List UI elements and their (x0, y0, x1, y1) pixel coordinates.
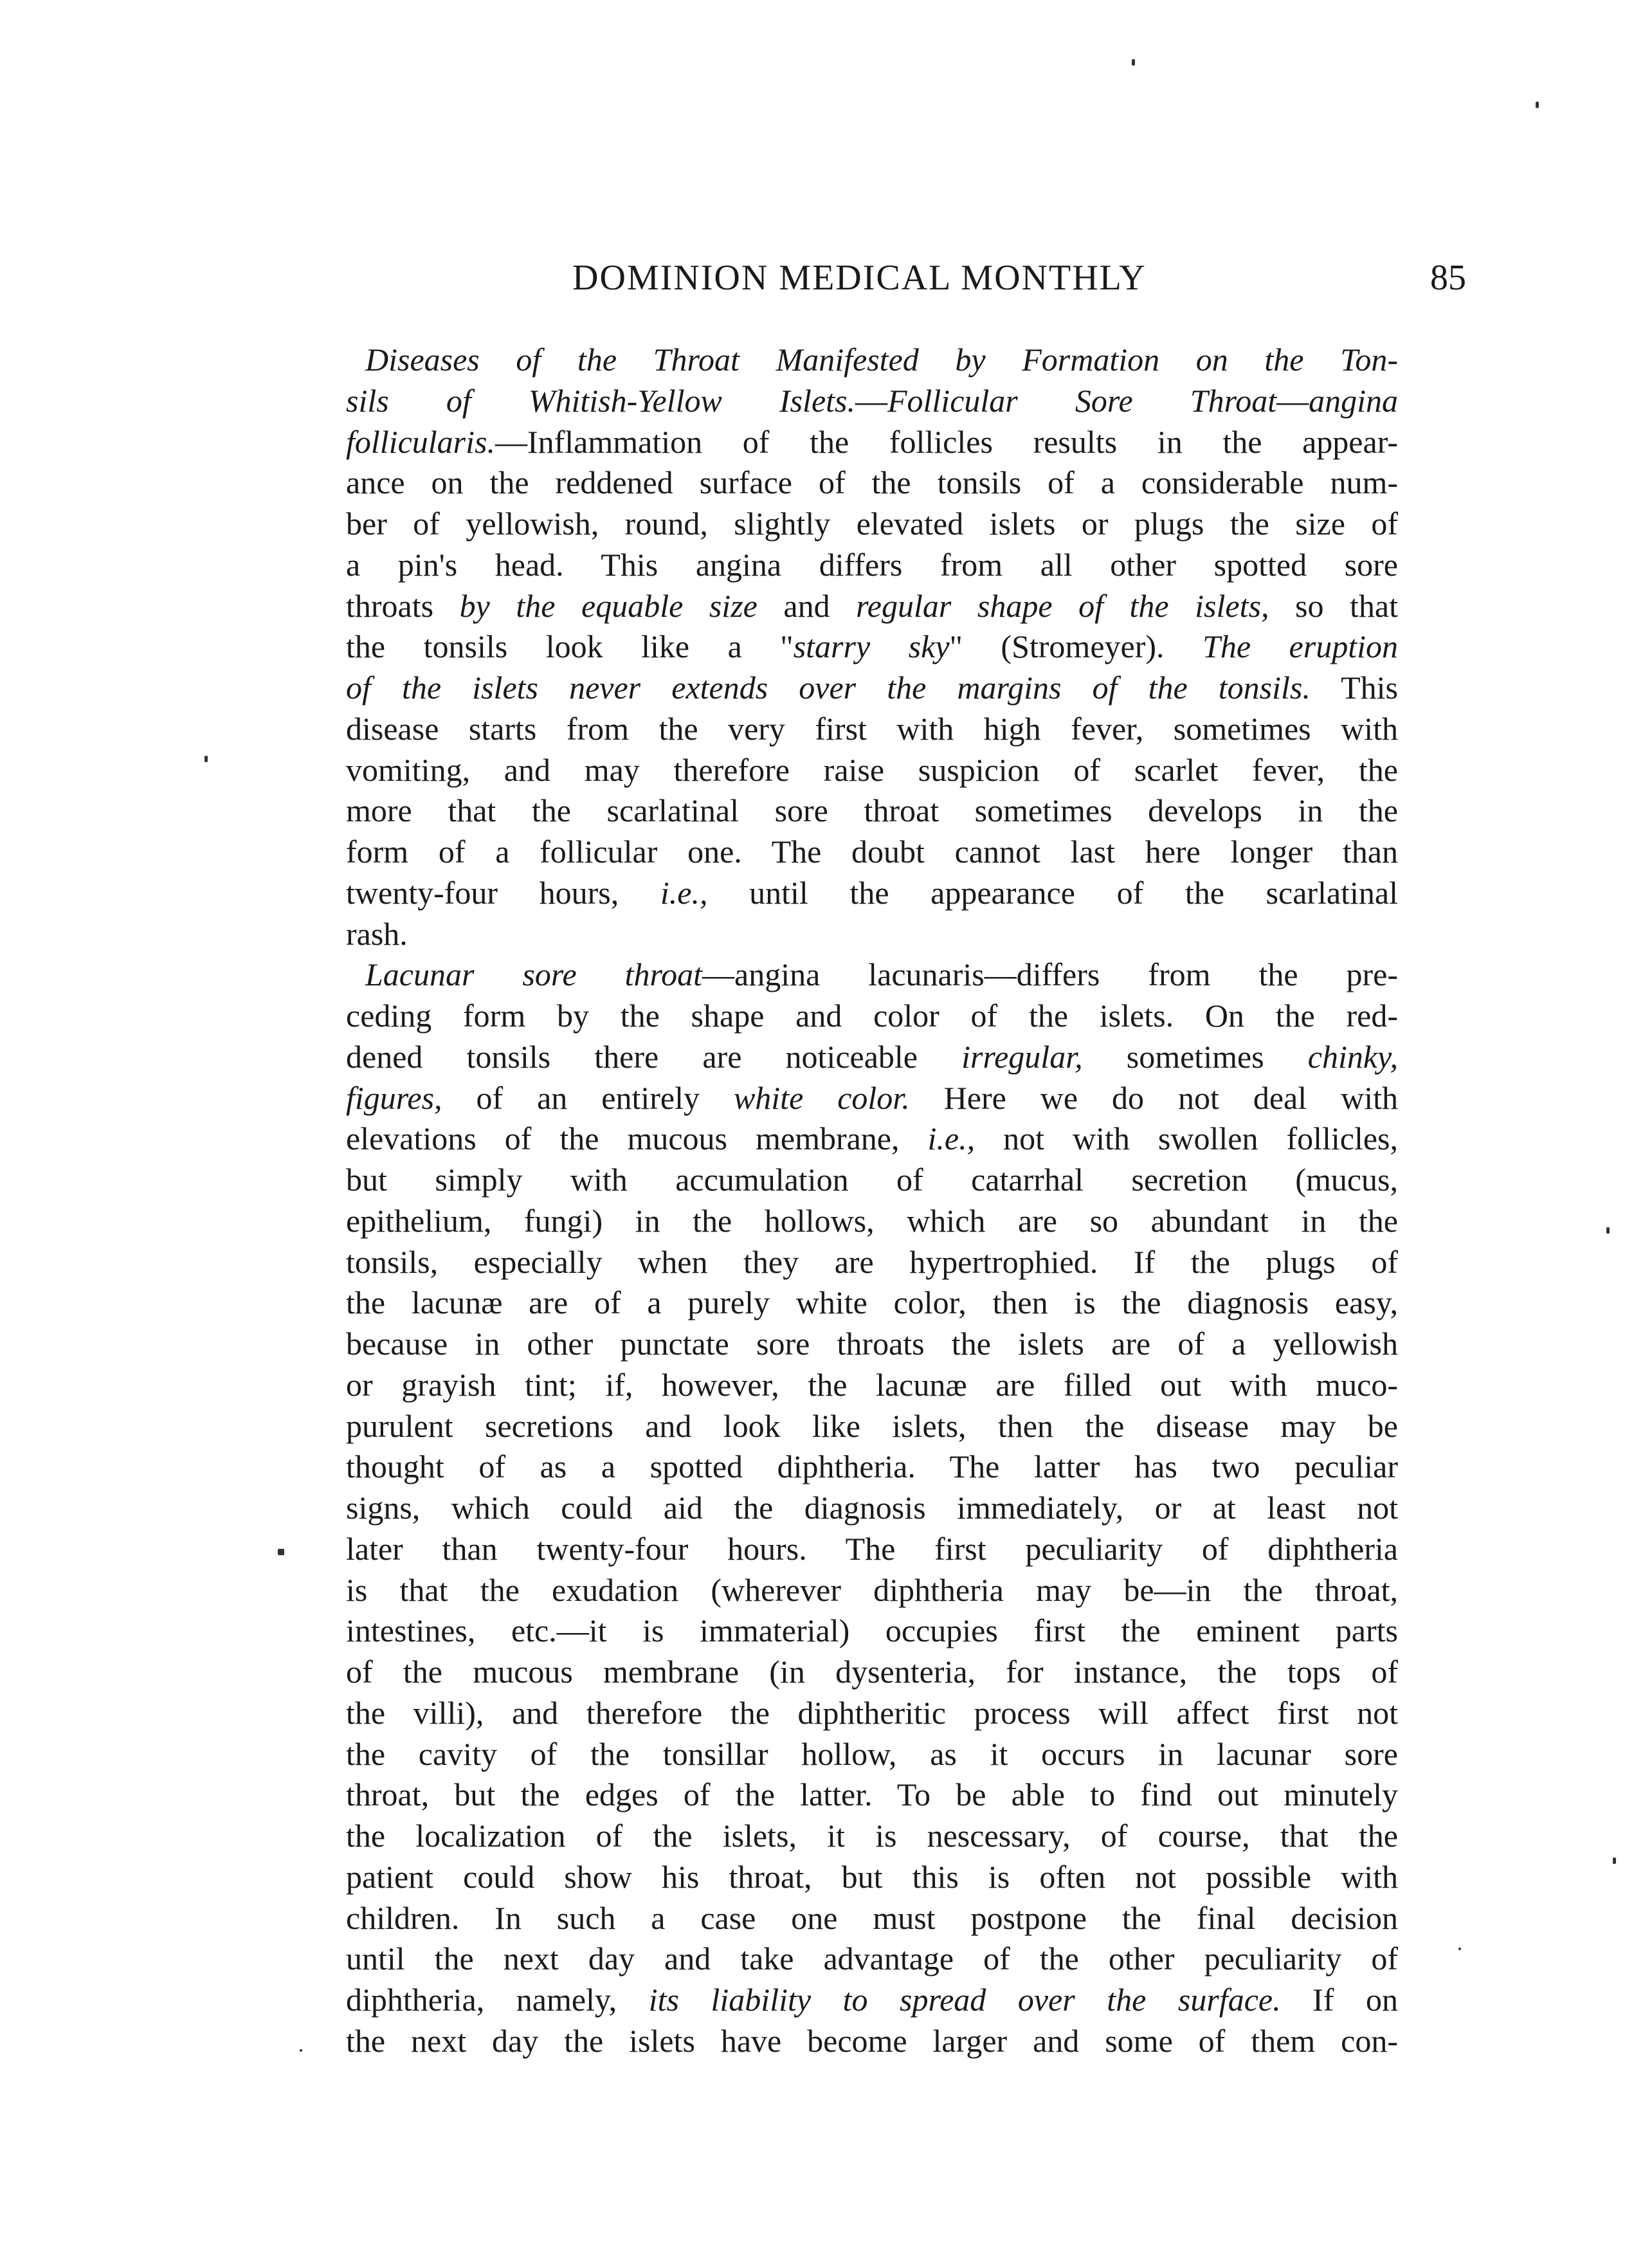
text-segment: throats (346, 587, 460, 624)
text-line (346, 1242, 1398, 1283)
text-segment: vomiting, and may therefore raise suspicion of scarlet fever, the (346, 751, 1398, 788)
italic-segment: by the equable size (459, 587, 758, 624)
text-segment: ceding form by the shape and color of the islets. On the red- (346, 998, 1398, 1034)
text-line (346, 1037, 1398, 1078)
body-text (346, 340, 1398, 2062)
text-segment: diphtheria, namely, (346, 1982, 649, 2018)
text-line (346, 790, 1398, 832)
text-line (346, 1898, 1398, 1939)
text-segment: elevations of the mucous membrane, (346, 1120, 928, 1157)
text-segment: throat, but the edges of the latter. To be able to find out minutely (346, 1776, 1398, 1813)
text-line (346, 1365, 1398, 1406)
text-segment: epithelium, fungi) in the hollows, which are so abundant in the (346, 1202, 1398, 1239)
text-segment: because in other punctate sore throats the islets are of a yellowish (346, 1326, 1398, 1362)
text-segment: dened tonsils there are noticeable (346, 1038, 962, 1075)
text-segment: the localization of the islets, it is nescessary, of course, that the (346, 1818, 1398, 1854)
text-line (346, 381, 1398, 422)
text-segment: This (1310, 670, 1398, 706)
text-segment: is that the exudation (wherever diphtheria may be—in the throat, (346, 1571, 1398, 1608)
text-line (346, 1652, 1398, 1693)
text-line (346, 750, 1398, 791)
scan-speck (1536, 102, 1539, 108)
text-line (346, 340, 1398, 381)
text-segment: so that (1269, 587, 1398, 624)
text-segment: purulent secretions and look like islets, then the disease may be (346, 1407, 1398, 1444)
text-line (346, 545, 1398, 586)
running-title: DOMINION MEDICAL MONTHLY (572, 258, 1147, 298)
text-line (346, 1939, 1398, 1980)
text-segment: the tonsils look like a " (346, 628, 794, 665)
text-line (346, 954, 1398, 996)
text-line (346, 1160, 1398, 1201)
text-line (346, 1857, 1398, 1898)
text-segment: the villi), and therefore the diphtheritic process will affect first not (346, 1694, 1398, 1731)
text-line (346, 2021, 1398, 2062)
text-segment: " (Stromeyer). (949, 628, 1203, 665)
text-segment: or grayish tint; if, however, the lacunæ are filled out with muco- (346, 1366, 1398, 1403)
scan-speck (1613, 1858, 1616, 1864)
text-segment: the cavity of the tonsillar hollow, as it occurs in lacunar sore (346, 1735, 1398, 1772)
text-segment: — (855, 382, 887, 419)
italic-segment: white color. (733, 1079, 910, 1116)
text-segment: until the next day and take advantage of the other peculiarity of (346, 1940, 1398, 1977)
scan-speck (300, 2049, 302, 2052)
text-segment: tonsils, especially when they are hypertrophied. If the plugs of (346, 1243, 1398, 1280)
text-line (346, 1980, 1398, 2021)
text-line (346, 709, 1398, 750)
text-segment: later than twenty-four hours. The first peculiarity of diphtheria (346, 1530, 1398, 1567)
italic-segment: Lacunar sore throat (365, 956, 703, 993)
text-line (346, 873, 1398, 914)
text-segment: twenty-four hours, (346, 874, 660, 911)
italic-segment: i.e., (927, 1120, 976, 1157)
text-line (346, 1734, 1398, 1775)
text-line (346, 1816, 1398, 1857)
text-segment: until the appearance of the scarlatinal (707, 874, 1398, 911)
text-segment: and (757, 587, 857, 624)
text-segment: intestines, etc.—it is immaterial) occupies first the eminent parts (346, 1612, 1398, 1649)
italic-segment: i.e., (660, 874, 708, 911)
text-segment: ance on the reddened surface of the tonsils of a considerable num- (346, 464, 1398, 501)
scan-speck (204, 756, 208, 762)
text-segment: —Inflammation of the follicles results in the appear- (495, 423, 1398, 460)
text-line (346, 1529, 1398, 1570)
italic-segment: irregular, (961, 1038, 1083, 1075)
text-segment: rash. (346, 915, 408, 952)
text-line (346, 832, 1398, 873)
text-segment: not with swollen follicles, (975, 1120, 1399, 1157)
italic-segment: starry sky (793, 628, 950, 665)
scan-speck (1132, 59, 1135, 66)
text-segment: ber of yellowish, round, slightly elevated islets or plugs the size of (346, 506, 1398, 542)
scan-speck (1458, 1948, 1461, 1950)
text-segment: the next day the islets have become larger and some of them con- (346, 2022, 1398, 2059)
page-number: 85 (1430, 258, 1466, 298)
text-segment: children. In such a case one must postpone the final decision (346, 1899, 1398, 1936)
text-segment: but simply with accumulation of catarrhal secretion (mucus, (346, 1162, 1398, 1198)
text-line (346, 1078, 1398, 1119)
text-line (346, 586, 1398, 627)
text-line (346, 1118, 1398, 1160)
text-segment: more that the scarlatinal sore throat sometimes develops in the (346, 792, 1398, 829)
text-line (346, 1693, 1398, 1734)
italic-segment: chinky, (1307, 1038, 1398, 1075)
text-segment: If on (1280, 1982, 1398, 2018)
text-line (346, 1775, 1398, 1816)
text-line (346, 668, 1398, 709)
scan-speck (1606, 1227, 1610, 1234)
text-segment: sometimes (1082, 1038, 1308, 1075)
italic-segment: follicularis. (346, 423, 495, 460)
italic-segment: its liability to spread over the surface. (648, 1982, 1281, 2018)
text-line (346, 1611, 1398, 1652)
italic-segment: regular shape of the islets, (856, 587, 1269, 624)
text-segment: form of a follicular one. The doubt cannot last here longer than (346, 834, 1398, 870)
italic-segment: Diseases of the Throat Manifested by Formation on the Ton- (365, 342, 1398, 378)
text-segment: of an entirely (442, 1079, 734, 1116)
text-segment: a pin's head. This angina differs from all other spotted sore (346, 546, 1398, 583)
text-line (346, 1283, 1398, 1324)
italic-segment: angina (1309, 382, 1398, 419)
text-segment: signs, which could aid the diagnosis immediately, or at least not (346, 1490, 1398, 1526)
text-segment: — (1276, 382, 1309, 419)
italic-segment: figures, (346, 1079, 442, 1116)
text-line (346, 462, 1398, 504)
text-line (346, 1570, 1398, 1611)
text-segment: disease starts from the very first with high fever, sometimes with (346, 710, 1398, 747)
text-line (346, 1201, 1398, 1242)
text-line (346, 422, 1398, 463)
page-header (572, 257, 1466, 309)
text-line (346, 1324, 1398, 1365)
italic-segment: sils of Whitish-Yellow Islets. (346, 382, 855, 419)
text-line (346, 1406, 1398, 1447)
scan-speck (278, 1549, 284, 1555)
text-line (346, 1488, 1398, 1529)
text-segment: the lacunæ are of a purely white color, then is the diagnosis easy, (346, 1284, 1398, 1321)
italic-segment: of the islets never extends over the margins of the tonsils. (346, 670, 1311, 706)
text-line (346, 1447, 1398, 1488)
text-line (346, 914, 1398, 955)
italic-segment: The eruption (1203, 628, 1398, 665)
italic-segment: Follicular Sore Throat (887, 382, 1277, 419)
text-segment: Here we do not deal with (909, 1079, 1398, 1116)
text-segment: patient could show his throat, but this is often not possible with (346, 1858, 1398, 1895)
text-segment: of the mucous membrane (in dysenteria, for instance, the tops of (346, 1654, 1398, 1690)
text-line (346, 626, 1398, 668)
text-line (346, 996, 1398, 1037)
text-segment: thought of as a spotted diphtheria. The latter has two peculiar (346, 1448, 1398, 1485)
text-segment: —angina lacunaris—differs from the pre- (702, 956, 1398, 993)
text-line (346, 504, 1398, 545)
